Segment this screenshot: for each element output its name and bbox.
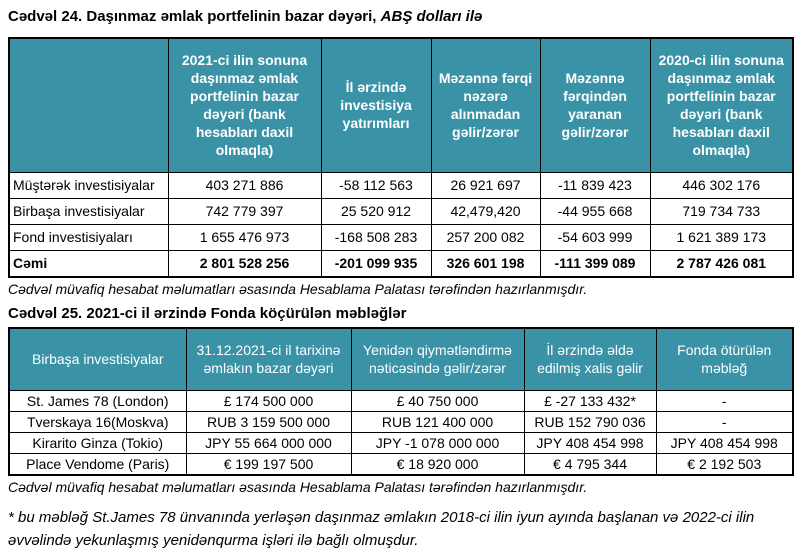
table25-source-note: Cədvəl müvafiq hesabat məlumatları əsasında Hesablama Palatası tərəfindən hazırlanmışdır. bbox=[8, 478, 588, 495]
t25-header-net-income: İl ərzində əldə edilmiş xalis gəlir bbox=[524, 328, 656, 390]
t24-header-2021-value: 2021-ci ilin sonuna daşınmaz əmlak portfelinin bazar dəyəri (bank hesabları daxil olmaqla) bbox=[168, 38, 321, 172]
t24-value-cell: 719 734 733 bbox=[650, 198, 793, 224]
t25-value-cell: JPY 408 454 998 bbox=[656, 432, 793, 453]
t25-header-transferred: Fonda ötürülən məbləğ bbox=[656, 328, 793, 390]
t24-value-cell: 42,479,420 bbox=[431, 198, 540, 224]
t24-row-label: Fond investisiyaları bbox=[9, 224, 168, 250]
t24-value-cell: -54 603 999 bbox=[540, 224, 650, 250]
t24-value-cell: -58 112 563 bbox=[321, 172, 431, 198]
table24-row-direct bbox=[9, 198, 793, 224]
table24-title-unit: ABŞ dolları ilə bbox=[380, 8, 483, 25]
t24-value-cell: 742 779 397 bbox=[168, 198, 321, 224]
table24-total-row bbox=[9, 250, 793, 277]
t24-value-cell: 446 302 176 bbox=[650, 172, 793, 198]
t25-row-label: Place Vendome (Paris) bbox=[9, 453, 186, 475]
t24-value-cell: -11 839 423 bbox=[540, 172, 650, 198]
t24-value-cell: -44 955 668 bbox=[540, 198, 650, 224]
table24-title bbox=[8, 8, 792, 25]
t24-value-cell: 257 200 082 bbox=[431, 224, 540, 250]
t25-value-cell: - bbox=[656, 390, 793, 411]
t25-value-cell: £ -27 133 432* bbox=[524, 390, 656, 411]
t25-header-market-value: 31.12.2021-ci il tarixinə əmlakın bazar dəyəri bbox=[186, 328, 351, 390]
t25-value-cell: € 2 192 503 bbox=[656, 453, 793, 475]
t24-total-cell: -201 099 935 bbox=[321, 250, 431, 277]
table24-title-text: Cədvəl 24. Daşınmaz əmlak portfelinin bazar dəyəri, bbox=[8, 8, 381, 25]
t25-row-label: Kirarito Ginza (Tokio) bbox=[9, 432, 186, 453]
table24-source-note: Cədvəl müvafiq hesabat məlumatları əsasında Hesablama Palatası tərəfindən hazırlanmışdır. bbox=[8, 281, 588, 297]
table25-row-stjames bbox=[9, 390, 793, 411]
t24-header-fx-income: Məzənnə fərqindən yaranan gəlir/zərər bbox=[540, 38, 650, 172]
t24-value-cell: 25 520 912 bbox=[321, 198, 431, 224]
t24-value-cell: -168 508 283 bbox=[321, 224, 431, 250]
t24-header-2020-value: 2020-ci ilin sonuna daşınmaz əmlak portfelinin bazar dəyəri (bank hesabları daxil olmaqla) bbox=[650, 38, 793, 172]
t25-header-revaluation: Yenidən qiymətləndirmə nəticəsində gəlir/zərər bbox=[351, 328, 524, 390]
t24-total-cell: -111 399 089 bbox=[540, 250, 650, 277]
t25-value-cell: - bbox=[656, 411, 793, 432]
t24-value-cell: 403 271 886 bbox=[168, 172, 321, 198]
t25-value-cell: £ 174 500 000 bbox=[186, 390, 351, 411]
table25-row-tverskaya bbox=[9, 411, 793, 432]
t25-value-cell: JPY 55 664 000 000 bbox=[186, 432, 351, 453]
table25-row-vendome bbox=[9, 453, 793, 475]
t24-header-investments: İl ərzində investisiya yatırımları bbox=[321, 38, 431, 172]
t24-row-label: Müştərək investisiyalar bbox=[9, 172, 168, 198]
table24-row-joint bbox=[9, 172, 793, 198]
t25-value-cell: JPY -1 078 000 000 bbox=[351, 432, 524, 453]
t24-row-label: Birbaşa investisiyalar bbox=[9, 198, 168, 224]
table25-row-kirarito bbox=[9, 432, 793, 453]
t24-value-cell: 1 621 389 173 bbox=[650, 224, 793, 250]
table25-title: Cədvəl 25. 2021-ci il ərzində Fonda köçürülən məbləğlər bbox=[8, 305, 407, 322]
t24-header-empty bbox=[9, 38, 168, 172]
t24-value-cell: 1 655 476 973 bbox=[168, 224, 321, 250]
t24-value-cell: 26 921 697 bbox=[431, 172, 540, 198]
t25-value-cell: € 18 920 000 bbox=[351, 453, 524, 475]
t25-value-cell: € 199 197 500 bbox=[186, 453, 351, 475]
table25-header-row bbox=[9, 328, 793, 390]
t24-total-label: Cəmi bbox=[9, 250, 168, 277]
t25-value-cell: € 4 795 344 bbox=[524, 453, 656, 475]
t25-value-cell: RUB 152 790 036 bbox=[524, 411, 656, 432]
t25-value-cell: RUB 3 159 500 000 bbox=[186, 411, 351, 432]
t25-row-label: St. James 78 (London) bbox=[9, 390, 186, 411]
table25-footnote: * bu məbləğ St.James 78 ünvanında yerləşən daşınmaz əmlakın 2018-ci ilin iyun ayında başlanan və 2022-ci ilin əvvəlində yekunlaşmış yenidənqurma işləri ilə bağlı olmuşdur. bbox=[8, 508, 755, 549]
t25-value-cell: £ 40 750 000 bbox=[351, 390, 524, 411]
t24-header-income-excl-fx: Məzənnə fərqi nəzərə alınmadan gəlir/zərər bbox=[431, 38, 540, 172]
t24-total-cell: 2 801 528 256 bbox=[168, 250, 321, 277]
t24-total-cell: 2 787 426 081 bbox=[650, 250, 793, 277]
t25-value-cell: JPY 408 454 998 bbox=[524, 432, 656, 453]
table24-row-fund bbox=[9, 224, 793, 250]
table24 bbox=[8, 37, 794, 278]
table25 bbox=[8, 327, 794, 476]
t25-row-label: Tverskaya 16(Moskva) bbox=[9, 411, 186, 432]
t25-header-direct-investments: Birbaşa investisiyalar bbox=[9, 328, 186, 390]
t24-total-cell: 326 601 198 bbox=[431, 250, 540, 277]
table24-header-row bbox=[9, 38, 793, 172]
t25-value-cell: RUB 121 400 000 bbox=[351, 411, 524, 432]
